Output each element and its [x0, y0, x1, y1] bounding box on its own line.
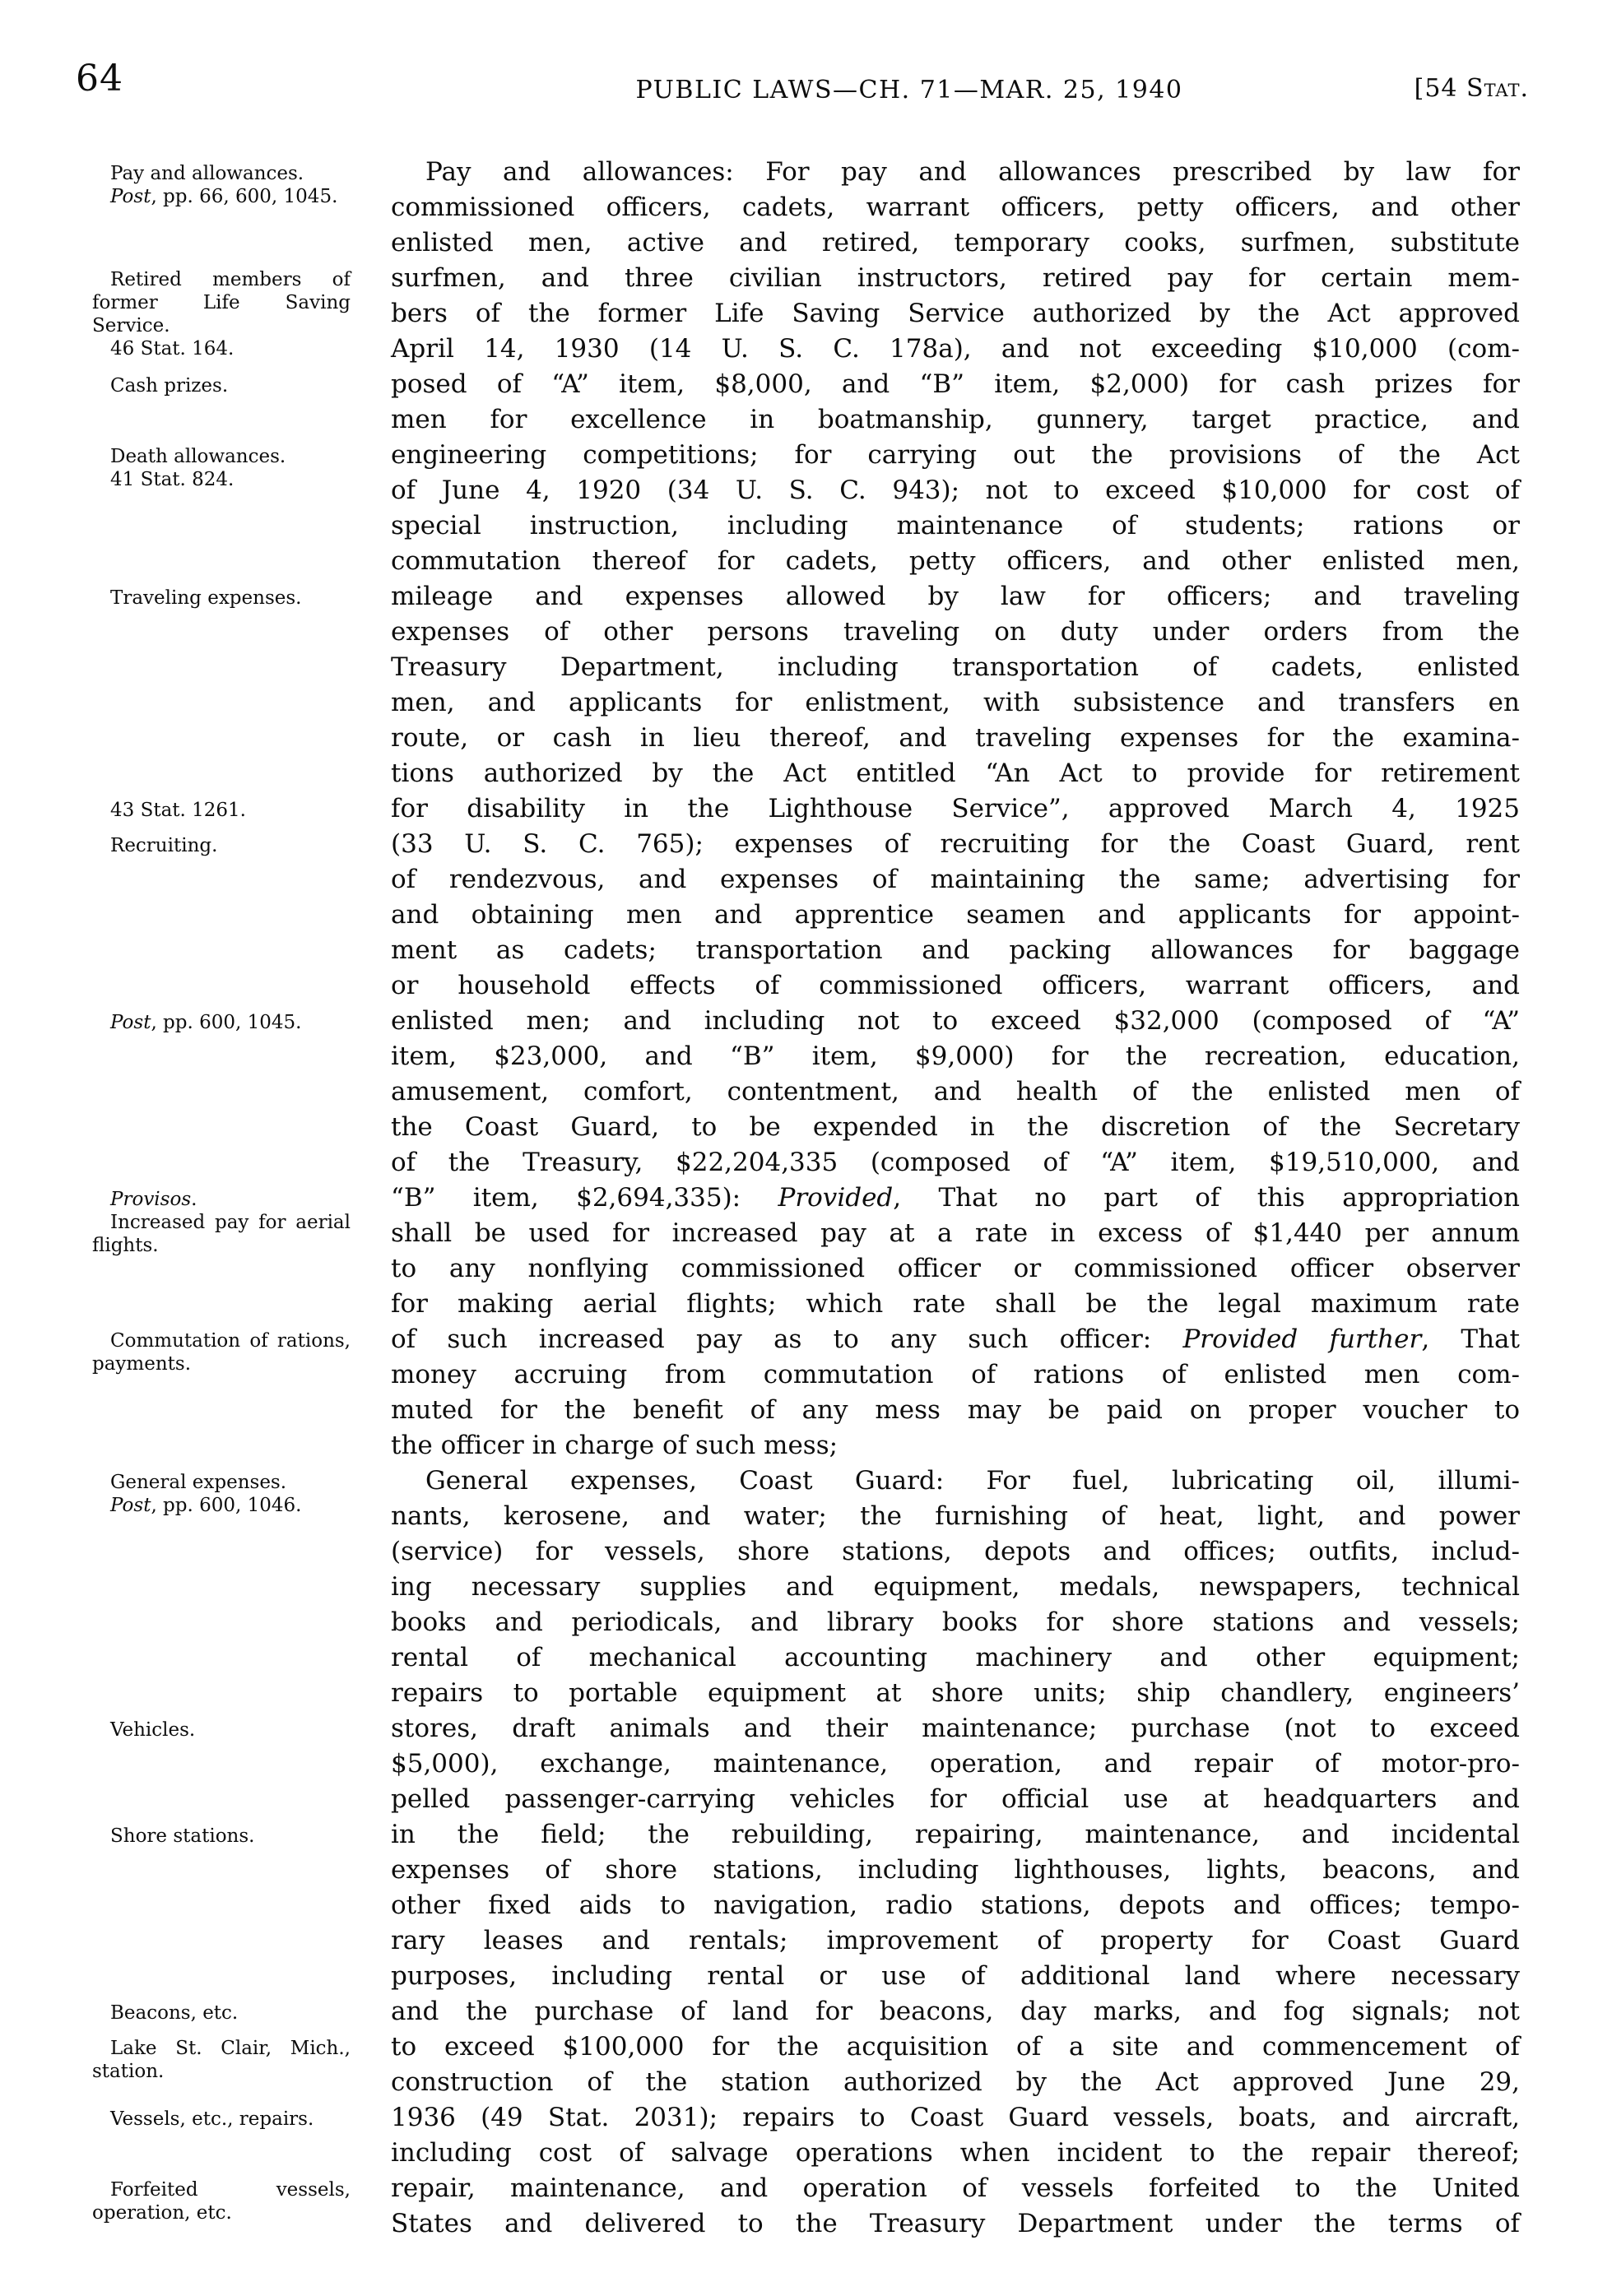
- body-line: for making aerial flights; which rate shall be the legal maximum rate: [391, 1289, 1520, 1319]
- body-line: books and periodicals, and library books for shore stations and vessels;: [391, 1607, 1520, 1637]
- body-line: shall be used for increased pay at a rate in excess of $1,440 per annum: [391, 1218, 1520, 1248]
- body-line: enlisted men; and including not to exceed $32,000 (composed of “A”: [391, 1006, 1520, 1036]
- margin-note-text: Pay and allowances.: [110, 163, 304, 184]
- margin-note-text: Post, pp. 600, 1046.: [110, 1495, 302, 1516]
- body-line: muted for the benefit of any mess may be paid on proper voucher to: [391, 1395, 1520, 1425]
- body-line: “B” item, $2,694,335): Provided, That no part of this appropriation: [391, 1183, 1521, 1213]
- body-line: (service) for vessels, shore stations, depots and offices; outfits, includ-: [391, 1537, 1520, 1566]
- margin-note: [92, 1011, 351, 1034]
- margin-note-text: Vehicles.: [110, 1719, 196, 1741]
- body-line: for disability in the Lighthouse Service”, approved March 4, 1925: [391, 794, 1520, 823]
- margin-note: [92, 1719, 351, 1742]
- margin-note: [92, 1329, 351, 1375]
- body-line: expenses of other persons traveling on duty under orders from the: [391, 617, 1520, 647]
- body-line: route, or cash in lieu thereof, and traveling expenses for the examina-: [391, 723, 1520, 753]
- margin-note-text: Traveling expenses.: [110, 587, 302, 609]
- body-line: rental of mechanical accounting machinery and other equipment;: [391, 1643, 1520, 1672]
- margin-note: [92, 445, 351, 491]
- margin-note-text: Vessels, etc., repairs.: [110, 2108, 314, 2130]
- body-line: rary leases and rentals; improvement of property for Coast Guard: [391, 1926, 1520, 1955]
- body-line: in the field; the rebuilding, repairing, maintenance, and incidental: [391, 1820, 1520, 1849]
- body-line: tions authorized by the Act entitled “An Act to provide for retirement: [391, 758, 1520, 788]
- margin-note: [92, 162, 351, 208]
- body-line: of rendezvous, and expenses of maintaining the same; advertising for: [391, 865, 1520, 894]
- margin-note-text: Retired members of former Life Saving Service.: [92, 269, 351, 336]
- body-line: surfmen, and three civilian instructors, retired pay for certain mem-: [391, 263, 1520, 293]
- margin-note: [92, 268, 351, 360]
- body-line: men, and applicants for enlistment, with subsistence and transfers en: [391, 688, 1520, 717]
- statute-volume-ref: [54 Stat.: [1414, 74, 1529, 103]
- running-title: PUBLIC LAWS—CH. 71—MAR. 25, 1940: [635, 76, 1183, 104]
- body-line: of such increased pay as to any such officer: Provided further, That: [391, 1324, 1520, 1354]
- body-line: of the Treasury, $22,204,335 (composed of “A” item, $19,510,000, and: [391, 1148, 1520, 1177]
- body-line: posed of “A” item, $8,000, and “B” item, $2,000) for cash prizes for: [391, 369, 1520, 399]
- margin-note-text: Death allowances.: [110, 446, 286, 467]
- margin-note-text: Commutation of rations, payments.: [92, 1330, 351, 1375]
- body-line: other fixed aids to navigation, radio stations, depots and offices; tempo-: [391, 1890, 1520, 1920]
- body-line: General expenses, Coast Guard: For fuel, lubricating oil, illumi-: [425, 1466, 1520, 1496]
- body-line: ment as cadets; transportation and packing allowances for baggage: [391, 935, 1520, 965]
- body-line: $5,000), exchange, maintenance, operation, and repair of motor-pro-: [391, 1749, 1520, 1779]
- body-line: construction of the station authorized by the Act approved June 29,: [391, 2067, 1520, 2097]
- body-line: repairs to portable equipment at shore units; ship chandlery, engineers’: [391, 1678, 1520, 1708]
- margin-note: [92, 2178, 351, 2224]
- body-line: Treasury Department, including transportation of cadets, enlisted: [391, 652, 1520, 682]
- body-line: commutation thereof for cadets, petty officers, and other enlisted men,: [391, 546, 1520, 576]
- margin-note-text: Beacons, etc.: [110, 2002, 239, 2024]
- body-line: commissioned officers, cadets, warrant officers, petty officers, and other: [391, 192, 1520, 222]
- body-line: the officer in charge of such mess;: [391, 1431, 838, 1460]
- margin-note-text: General expenses.: [110, 1472, 287, 1493]
- body-line: to exceed $100,000 for the acquisition of a site and commencement of: [391, 2032, 1520, 2062]
- body-line: mileage and expenses allowed by law for officers; and traveling: [391, 582, 1520, 611]
- body-line: and the purchase of land for beacons, day marks, and fog signals; not: [391, 1997, 1520, 2026]
- body-line: money accruing from commutation of rations of enlisted men com-: [391, 1360, 1520, 1389]
- margin-note: [92, 1825, 351, 1848]
- margin-note-text: 41 Stat. 824.: [110, 469, 235, 490]
- margin-note-text: Post, pp. 66, 600, 1045.: [110, 186, 338, 207]
- body-line: April 14, 1930 (14 U. S. C. 178a), and not exceeding $10,000 (com-: [391, 334, 1520, 364]
- margin-note: [92, 834, 351, 857]
- body-line: States and delivered to the Treasury Department under the terms of: [391, 2209, 1520, 2238]
- margin-note-text: Recruiting.: [110, 835, 218, 856]
- body-line: and obtaining men and apprentice seamen and applicants for appoint-: [391, 900, 1520, 930]
- margin-note-text: Post, pp. 600, 1045.: [110, 1012, 302, 1033]
- body-line: stores, draft animals and their maintenance; purchase (not to exceed: [391, 1714, 1520, 1743]
- margin-note-text: Provisos.: [110, 1189, 197, 1210]
- body-line: the Coast Guard, to be expended in the discretion of the Secretary: [391, 1112, 1520, 1142]
- margin-note-text: Lake St. Clair, Mich., station.: [92, 2038, 351, 2082]
- body-line: amusement, comfort, contentment, and health of the enlisted men of: [391, 1077, 1520, 1106]
- body-line: (33 U. S. C. 765); expenses of recruiting for the Coast Guard, rent: [391, 829, 1520, 859]
- body-line: enlisted men, active and retired, temporary cooks, surfmen, substitute: [391, 228, 1520, 257]
- margin-note: [92, 1188, 351, 1257]
- body-line: purposes, including rental or use of additional land where necessary: [391, 1961, 1520, 1991]
- margin-note-text: Cash prizes.: [110, 375, 229, 397]
- body-line: men for excellence in boatmanship, gunnery, target practice, and: [391, 405, 1520, 434]
- body-line: ing necessary supplies and equipment, medals, newspapers, technical: [391, 1572, 1520, 1602]
- body-line: expenses of shore stations, including lighthouses, lights, beacons, and: [391, 1855, 1520, 1885]
- body-line: of June 4, 1920 (34 U. S. C. 943); not to exceed $10,000 for cost of: [391, 475, 1520, 505]
- margin-note-text: 43 Stat. 1261.: [110, 800, 246, 821]
- body-line: pelled passenger-carrying vehicles for official use at headquarters and: [391, 1784, 1520, 1814]
- body-text-column: [391, 155, 1520, 2242]
- body-line: to any nonflying commissioned officer or commissioned officer observer: [391, 1254, 1520, 1283]
- body-line: Pay and allowances: For pay and allowances prescribed by law for: [425, 157, 1520, 187]
- margin-note-text: 46 Stat. 164.: [110, 338, 235, 359]
- body-line: item, $23,000, and “B” item, $9,000) for the recreation, education,: [391, 1041, 1520, 1071]
- body-line: special instruction, including maintenance of students; rations or: [391, 511, 1520, 540]
- margin-note: [92, 587, 351, 610]
- page-number: 64: [76, 58, 123, 100]
- margin-note-text: Forfeited vessels, operation, etc.: [92, 2179, 351, 2224]
- margin-notes-column: [92, 155, 351, 2261]
- body-line: including cost of salvage operations when incident to the repair thereof;: [391, 2138, 1520, 2168]
- body-line: or household effects of commissioned officers, warrant officers, and: [391, 971, 1520, 1000]
- margin-note: [92, 1471, 351, 1517]
- margin-note: [92, 374, 351, 397]
- margin-note-text: Increased pay for aerial flights.: [92, 1212, 351, 1256]
- body-line: bers of the former Life Saving Service authorized by the Act approved: [391, 299, 1520, 328]
- margin-note: [92, 799, 351, 822]
- body-line: nants, kerosene, and water; the furnishing of heat, light, and power: [391, 1501, 1520, 1531]
- margin-note: [92, 2037, 351, 2083]
- body-line: engineering competitions; for carrying out the provisions of the Act: [391, 440, 1520, 470]
- margin-note: [92, 2001, 351, 2025]
- body-line: repair, maintenance, and operation of vessels forfeited to the United: [391, 2173, 1520, 2203]
- body-line: 1936 (49 Stat. 2031); repairs to Coast Guard vessels, boats, and aircraft,: [391, 2103, 1520, 2132]
- margin-note-text: Shore stations.: [110, 1825, 255, 1847]
- margin-note: [92, 2108, 351, 2131]
